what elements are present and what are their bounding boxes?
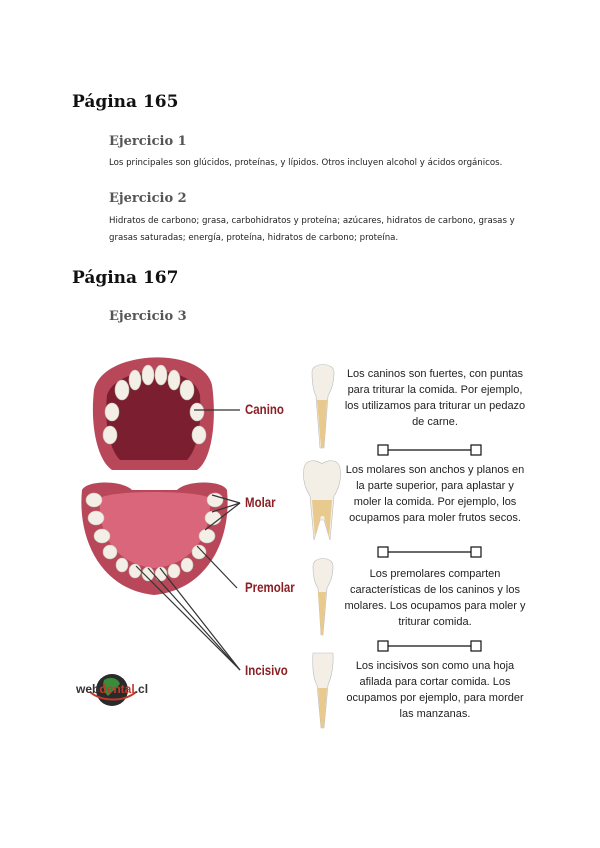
upper-jaw	[93, 357, 214, 470]
molar-tooth-icon	[303, 461, 340, 540]
description-molar: Los molares son anchos y planos en la parte superior, para aplastar y moler la comida. Por ejemplo, los ocupamos para moler frutos secos.	[345, 464, 525, 524]
label-incisor: Incisivo	[245, 662, 288, 678]
premolar-tooth-icon	[313, 559, 333, 636]
label-premolar: Premolar	[245, 579, 295, 595]
exercise-1-text: Los principales son glúcidos, proteínas, y lípidos. Otros incluyen alcohol y ácidos orgánicos.	[109, 158, 503, 168]
description-canine: Los caninos son fuertes, con puntas para triturar la comida. Por ejemplo, los utilizamos para triturar un pedazo de carne.	[344, 368, 526, 428]
description-incisor: Los incisivos son como una hoja afilada para cortar comida. Los ocupamos por ejemplo, para morder las manzanas.	[346, 660, 524, 720]
exercise-1-title: Ejercicio 1	[109, 134, 187, 149]
teeth-figure	[72, 340, 530, 740]
label-molar: Molar	[245, 494, 276, 510]
exercise-2-text: Hidratos de carbono; grasa, carbohidratos y proteína; azúcares, hidratos de carbono, grasas y grasas saturadas; energía, proteína, hidratos de carbono; proteína.	[109, 216, 515, 243]
label-canine: Canino	[245, 401, 284, 417]
page-title-165: Página 165	[72, 92, 179, 112]
description-premolar: Los premolares comparten características de los caninos y los molares. Los ocupamos para moler y triturar comida.	[344, 568, 526, 628]
canine-tooth-icon	[312, 365, 334, 449]
page-title-167: Página 167	[72, 268, 179, 288]
webdental-logo-text: webdental.cl	[76, 682, 149, 696]
exercise-2-title: Ejercicio 2	[109, 191, 187, 206]
incisor-tooth-icon	[313, 653, 333, 728]
exercise-3-title: Ejercicio 3	[109, 309, 187, 324]
lower-jaw	[81, 483, 227, 596]
